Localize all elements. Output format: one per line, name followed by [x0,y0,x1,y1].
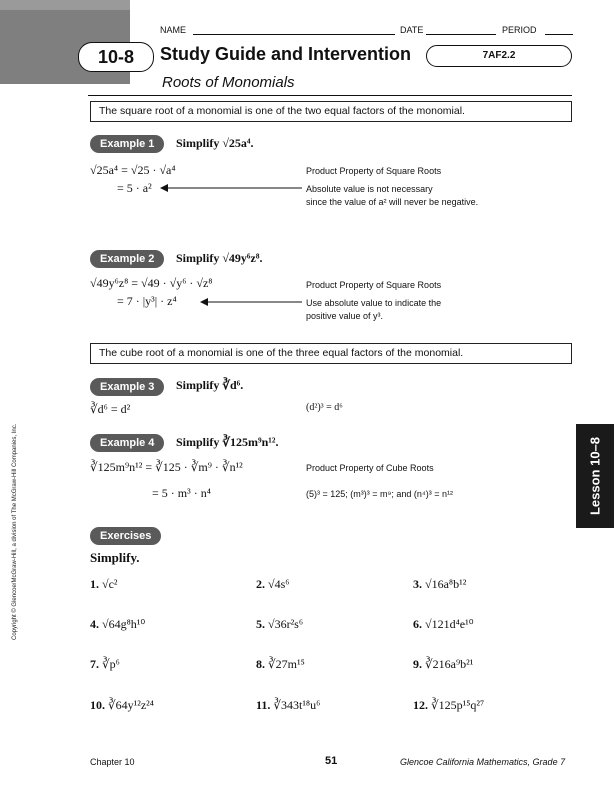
arrow-left-icon [160,183,302,193]
exercise-number: 4. [90,617,99,631]
example-1-line2: = 5 · a² [117,181,152,195]
exercise-item [413,577,466,592]
example-2-tag: Example 2 [90,250,164,268]
example-2-note2a: Use absolute value to indicate the [306,298,442,308]
example-3-tag: Example 3 [90,378,164,396]
name-line[interactable] [193,34,395,35]
exercise-item [90,657,120,672]
page-title: Study Guide and Intervention [160,44,412,64]
lesson-number-badge: 10-8 [78,42,154,72]
exercise-item [413,657,473,672]
example-1-tag: Example 1 [90,135,164,153]
exercise-expr: √121d⁴e¹⁰ [425,617,474,631]
period-line[interactable] [545,34,573,35]
date-label: DATE [400,25,424,35]
exercise-expr: ∛125p¹⁵q²⁷ [431,698,485,712]
exercise-item [256,577,289,592]
exercise-expr: √16a⁸b¹² [425,577,467,591]
exercise-number: 10. [90,698,105,712]
example-2-line1: √49y⁶z⁸ = √49 · √y⁶ · √z⁸ [90,276,213,290]
example-3-note1: (d²)³ = d⁶ [306,402,343,413]
exercises-instruction: Simplify. [90,550,140,565]
exercise-number: 8. [256,657,265,671]
exercise-item [90,617,145,632]
footer-chapter: Chapter 10 [90,757,135,767]
exercise-expr: ∛27m¹⁵ [268,657,305,671]
exercise-item [256,698,320,713]
exercise-number: 11. [256,698,271,712]
exercise-item [90,698,154,713]
title-divider [88,95,572,96]
exercise-number: 3. [413,577,422,591]
exercise-number: 9. [413,657,422,671]
example-2-prompt: Simplify [176,251,220,265]
exercises-tag: Exercises [90,527,161,545]
exercise-expr: ∛p⁶ [102,657,120,671]
lesson-side-tab-label: Lesson 10–8 [587,436,603,516]
example-1-note1: Product Property of Square Roots [306,166,442,176]
exercise-number: 6. [413,617,422,631]
example-4-prompt: Simplify [176,435,220,449]
example-2-note2b: positive value of y³. [306,311,384,321]
example-1-note2a: Absolute value is not necessary [306,184,433,194]
example-1-line1: √25a⁴ = √25 · √a⁴ [90,163,176,177]
exercise-number: 12. [413,698,428,712]
arrow-left-icon [200,297,302,307]
exercise-number: 5. [256,617,265,631]
name-label: NAME [160,25,187,35]
standard-badge: 7AF2.2 [426,45,572,67]
lesson-side-tab [576,424,614,528]
copyright-notice: Copyright © Glencoe/McGraw-Hill, a division of The McGraw-Hill Companies, Inc. [12,423,18,640]
period-label: PERIOD [502,25,537,35]
example-4-note1: Product Property of Cube Roots [306,463,434,473]
exercise-expr: ∛216a⁹b²¹ [425,657,474,671]
exercise-item [413,698,484,713]
exercise-item [256,657,305,672]
example-2-expr: √49y⁶z⁸. [222,251,263,265]
example-4-note2a: (5)³ = 125; (m³)³ = m⁹; and (n⁴)³ = n¹² [306,489,454,499]
example-1-note2b: since the value of a² will never be negative. [306,197,479,207]
exercise-expr: ∛343t¹⁸u⁶ [273,698,321,712]
exercise-number: 7. [90,657,99,671]
exercise-number: 2. [256,577,265,591]
cube-root-rule: The cube root of a monomial is one of the three equal factors of the monomial. [90,343,572,364]
footer-book-title: Glencoe California Mathematics, Grade 7 [400,757,566,767]
exercise-item [413,617,474,632]
exercise-item [256,617,303,632]
example-4-tag: Example 4 [90,434,164,452]
date-line[interactable] [426,34,496,35]
example-4-line2: = 5 · m³ · n⁴ [152,486,211,500]
footer-page-number: 51 [325,755,338,767]
square-root-rule: The square root of a monomial is one of the two equal factors of the monomial. [90,101,572,122]
example-2-line2: = 7 · |y³| · z⁴ [117,294,177,308]
exercise-expr: √64g⁸h¹⁰ [102,617,146,631]
example-2-note1: Product Property of Square Roots [306,280,442,290]
exercise-expr: √4s⁶ [268,577,290,591]
example-4-expr: ∛125m⁹n¹². [222,435,279,449]
example-3-expr: ∛d⁶. [222,378,244,392]
exercise-expr: √36r²s⁶ [268,617,304,631]
exercise-expr: √c² [102,577,118,591]
exercise-number: 1. [90,577,99,591]
example-3-prompt: Simplify [176,378,220,392]
exercise-expr: ∛64y¹²z²⁴ [108,698,154,712]
example-1-prompt: Simplify [176,136,220,150]
corner-bar [0,0,130,10]
exercise-item [90,577,118,592]
example-1-expr: √25a⁴. [222,136,254,150]
example-3-line1: ∛d⁶ = d² [90,402,131,416]
example-4-line1: ∛125m⁹n¹² = ∛125 · ∛m⁹ · ∛n¹² [90,460,243,474]
page-subtitle: Roots of Monomials [162,74,295,91]
